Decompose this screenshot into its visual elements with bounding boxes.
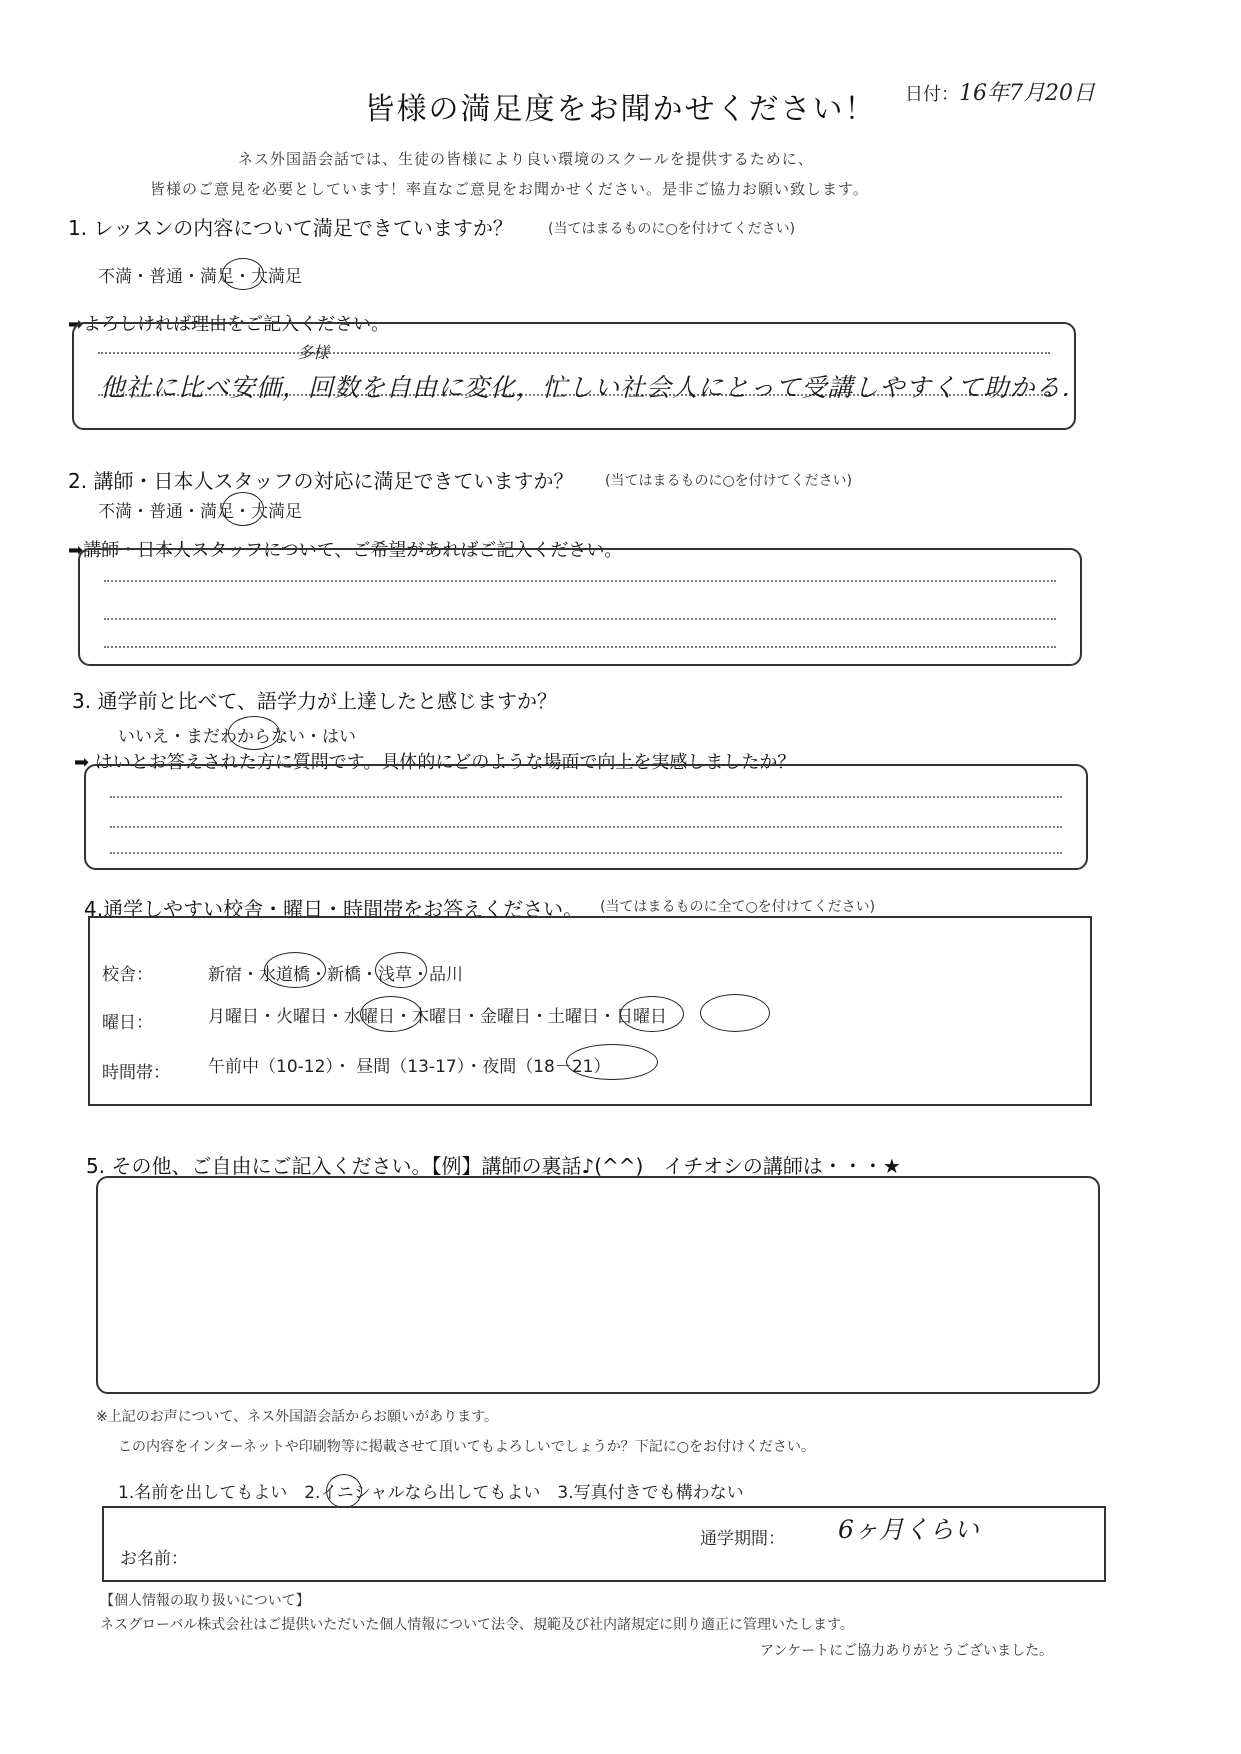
q3-prompt: ➡ はいとお答えされた方に質問です。具体的にどのような場面で向上を実感しましたか？ — [74, 752, 796, 773]
consent-line-1: ※上記のお声について、ネス外国語会話からお願いがあります。 — [96, 1409, 499, 1425]
q1-answer-note: 多様 — [297, 343, 330, 362]
q4-row-label-time: 時間帯： — [102, 1063, 170, 1083]
q1-title: 1. レッスンの内容について満足できていますか？ — [68, 216, 513, 240]
q2-selection-circle — [222, 492, 264, 526]
consent-choice-circle — [326, 1474, 362, 1508]
q3-title: 3. 通学前と比べて、語学力が上達したと感じますか？ — [72, 689, 558, 713]
consent-choices: 1.名前を出してもよい 2.イニシャルなら出してもよい 3.写真付きでも構わない — [118, 1483, 744, 1503]
intro-line-1: ネス外国語会話では、生徒の皆様により良い環境のスクールを提供するために、 — [238, 150, 814, 168]
q5-answer-box[interactable] — [96, 1176, 1100, 1394]
q1-prompt: ➡よろしければ理由をご記入ください。 — [68, 314, 390, 335]
thanks-text: アンケートにご協力ありがとうございました。 — [760, 1643, 1054, 1659]
q2-title: 2. 講師・日本人スタッフの対応に満足できていますか？ — [68, 469, 574, 493]
q2-answer-box[interactable] — [78, 548, 1082, 666]
q1-note: (当てはまるものに○を付けてください) — [548, 221, 796, 237]
q4-row-value-campus: 新宿・水道橋・新橋・浅草・品川 — [208, 965, 463, 985]
q1-options: 不満・普通・満足・大満足 — [98, 267, 302, 287]
q4-note: (当てはまるものに全て○を付けてください) — [600, 899, 876, 915]
q4-row-value-day: 月曜日・火曜日・水曜日・木曜日・金曜日・土曜日・日曜日 — [208, 1007, 667, 1027]
campus-circle-suidobashi — [264, 952, 326, 988]
q2-options: 不満・普通・満足・大満足 — [98, 502, 302, 522]
dotted-line — [98, 352, 1050, 354]
period-label: 通学期間： — [700, 1529, 785, 1549]
q1-answer-text: 他社に比べ安価，回数を自由に変化，忙しい社会人にとって受講しやすくて助かる． — [100, 373, 1088, 402]
q3-options: いいえ・まだわからない・はい — [118, 727, 356, 747]
dotted-line — [104, 618, 1056, 620]
time-circle-evening — [566, 1044, 658, 1080]
dotted-line — [104, 580, 1056, 582]
q3-answer-box[interactable] — [84, 764, 1088, 870]
q5-title: 5. その他、ご自由にご記入ください。【例】講師の裏話♪(^^) イチオシの講師は・・・★ — [86, 1154, 901, 1178]
campus-circle-asakusa — [375, 952, 427, 988]
dotted-line — [110, 826, 1062, 828]
q4-row-label-campus: 校舎： — [102, 965, 153, 985]
q1-selection-circle — [222, 258, 264, 290]
q3-selection-circle — [228, 716, 280, 750]
intro-line-2: 皆様のご意見を必要としています！率直なご意見をお聞かせください。是非ご協力お願い致します。 — [150, 180, 869, 198]
day-circle-wednesday — [360, 996, 422, 1032]
page-title: 皆様の満足度をお聞かせください！ — [364, 92, 877, 127]
consent-line-2: この内容をインターネットや印刷物等に掲載させて頂いてもよろしいでしょうか？下記に○をお付けください。 — [118, 1439, 815, 1455]
q2-prompt: ➡講師・日本人スタッフについて、ご希望があればご記入ください。 — [68, 540, 623, 561]
q4-row-label-day: 曜日： — [102, 1013, 153, 1033]
day-circle-sunday — [700, 994, 770, 1032]
q2-note: (当てはまるものに○を付けてください) — [605, 473, 853, 489]
privacy-text: ネスグローバル株式会社はご提供いただいた個人情報について法令、規範及び社内諸規定に則り適正に管理いたします。 — [100, 1617, 854, 1633]
q4-row-value-time: 午前中（10-12）・ 昼間（13-17）・夜間（18－21） — [208, 1057, 611, 1077]
period-value: 6ヶ月くらい — [838, 1515, 979, 1544]
name-label: お名前： — [120, 1549, 188, 1569]
privacy-heading: 【個人情報の取り扱いについて】 — [100, 1593, 310, 1609]
dotted-line — [104, 646, 1056, 648]
date-field — [905, 76, 1095, 107]
date-value: 16年7月20日 — [959, 81, 1095, 106]
dotted-line — [110, 796, 1062, 798]
q4-title: 4.通学しやすい校舎・曜日・時間帯をお答えください。 — [84, 897, 584, 921]
date-label: 日付： — [905, 84, 959, 105]
day-circle-saturday — [620, 996, 684, 1032]
dotted-line — [110, 852, 1062, 854]
